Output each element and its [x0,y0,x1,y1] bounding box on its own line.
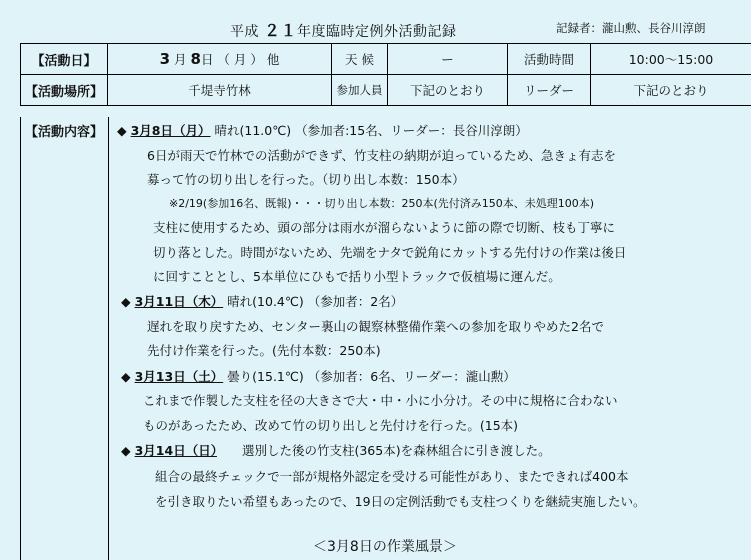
bullet-diamond-icon: ◆ [117,123,127,138]
entry-text: ものがあったため、改めて竹の切り出しと先付けを行った。(15本) [143,418,519,433]
header-table [20,43,751,106]
time-value: 10:00～15:00 [591,44,751,75]
time-label: 活動時間 [508,44,591,75]
bullet-diamond-icon: ◆ [121,369,131,384]
date-month: 3 [159,50,171,68]
date-day: 8 [190,50,201,68]
weather-label: 天 候 [332,44,388,75]
bullet-diamond-icon: ◆ [121,443,131,458]
entry-heading-0311 [121,292,403,310]
entry-summary: 晴れ(11.0℃) （参加者:15名、リーダー：長谷川淳朗） [210,123,528,138]
entry-heading-0308 [117,121,528,139]
content-section [20,117,751,560]
content-body [109,117,751,560]
entry-summary: 選別した後の竹支柱(365本)を森林組合に引き渡した。 [216,443,551,458]
photo-caption: ＜3月8日の作業風景＞ [313,539,457,555]
date-label: 【活動日】 [21,44,108,75]
entry-date: 3月13日（土） [134,369,224,384]
entry-text: 募って竹の切り出しを行った。（切り出し本数：150本） [147,172,465,187]
entry-date: 3月11日（木） [134,294,224,309]
weather-value: ー [388,44,508,75]
entry-date: 3月14日（日） [134,443,217,458]
title-suffix: 年度臨時定例外活動記録 [296,24,457,40]
entry-note: ※2/19(参加16名、既報)・・・切り出し本数：250本(先付済み150本、未処理100本) [169,197,595,210]
entry-text: 先付け作業を行った。(先付本数：250本) [147,343,381,358]
title-prefix: 平成 [230,24,264,40]
title-year: ２１ [263,21,297,40]
leader-value: 下記のとおり [591,75,751,106]
entry-date: 3月8日（月） [130,123,211,138]
entry-heading-0314 [121,441,551,459]
entry-heading-0313 [121,367,516,385]
leader-label: リーダー [508,75,591,106]
place-value: 千堤寺竹林 [108,75,332,106]
date-rest: 日 （ 月 ） 他 [200,52,280,67]
participants-value: 下記のとおり [388,75,508,106]
place-label: 【活動場所】 [21,75,108,106]
content-label: 【活動内容】 [25,125,104,140]
entry-text: 支柱に使用するため、頭の部分は雨水が溜らないように節の際で切断、枝も丁寧に [153,220,616,235]
recorder-text: 記録者：瀧山勲、長谷川淳朗 [556,21,706,35]
entry-text: 6日が雨天で竹林での活動ができず、竹支柱の納期が迫っているため、急きょ有志を [147,148,616,163]
entry-text: 組合の最終チェックで一部が規格外認定を受ける可能性があり、またできれば400本 [155,469,629,484]
entry-text: 遅れを取り戻すため、センター裏山の観察林整備作業への参加を取りやめた2名で [147,319,604,334]
entry-summary: 曇り(15.1℃) （参加者：6名、リーダー：瀧山勲） [223,369,516,384]
date-row [21,44,751,75]
place-row [21,75,751,106]
date-month-unit: 月 [170,52,191,67]
date-value [108,44,332,75]
entry-text: を引き取りたい希望もあったので、19日の定例活動でも支柱つくりを継続実施したい。 [155,494,646,509]
participants-label: 参加人員 [332,75,388,106]
entry-text: これまで作製した支柱を径の大きさで大・中・小に小分け。その中に規格に合わない [143,393,618,408]
content-label-column [21,117,109,560]
document-title [230,18,456,41]
entry-summary: 晴れ(10.4℃) （参加者：2名） [223,294,404,309]
bullet-diamond-icon: ◆ [121,294,131,309]
entry-text: 切り落とした。時間がないため、先端をナタで鋭角にカットする先付けの作業は後日 [153,245,627,260]
entry-text: に回すこととし、5本単位にひもで括り小型トラックで仮植場に運んだ。 [153,269,561,284]
document-header [0,18,751,40]
